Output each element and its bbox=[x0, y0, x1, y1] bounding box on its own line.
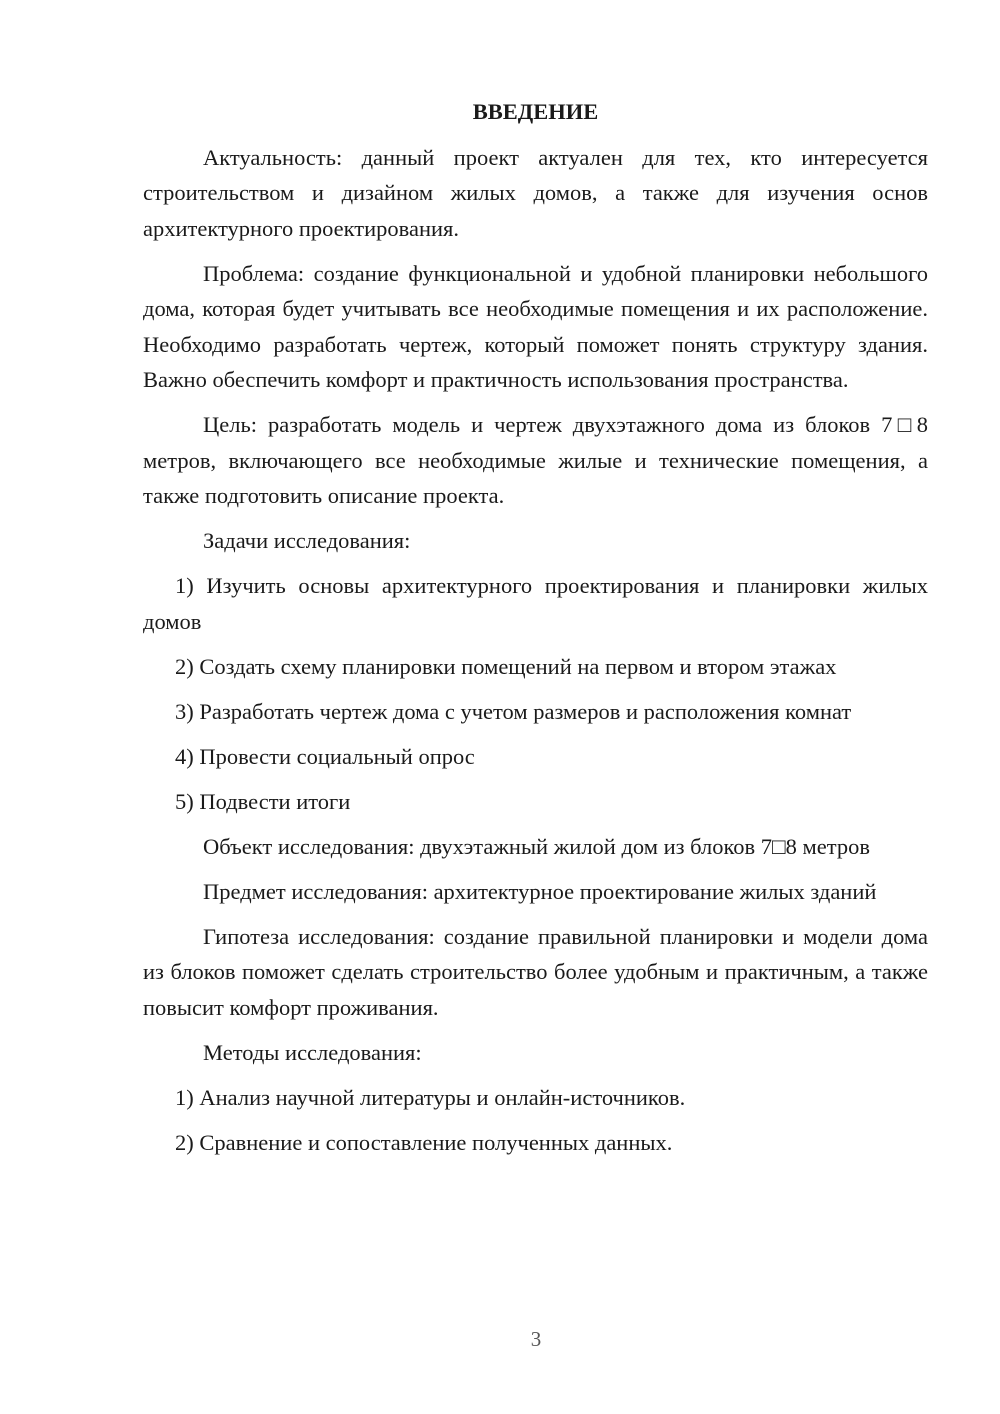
paragraph-subject: Предмет исследования: архитектурное проектирование жилых зданий bbox=[203, 878, 877, 904]
document-page bbox=[143, 94, 928, 1170]
paragraph-relevance: Актуальность: данный проект актуален для тех, кто интересуется строительством и дизайном жилых домов, а также для изучения основ архитектурного проектирования. bbox=[143, 144, 928, 241]
list-item-method-2: 2) Сравнение и сопоставление полученных данных. bbox=[175, 1129, 673, 1155]
list-item-task-4: 4) Провести социальный опрос bbox=[175, 743, 475, 769]
paragraph-problem: Проблема: создание функциональной и удобной планировки небольшого дома, которая будет учитывать все необходимые помещения и их расположение. Необходимо разработать чертеж, который поможет понять структуру здания. Важно обеспечить комфорт и практичность использования пространства. bbox=[143, 260, 928, 392]
paragraph-hypothesis: Гипотеза исследования: создание правильной планировки и модели дома из блоков поможет сделать строительство более удобным и практичным, а также повысит комфорт проживания. bbox=[143, 923, 928, 1020]
list-item-task-1: 1) Изучить основы архитектурного проектирования и планировки жилых домов bbox=[143, 573, 928, 634]
paragraph-methods-heading: Методы исследования: bbox=[203, 1039, 422, 1065]
paragraph-tasks-heading: Задачи исследования: bbox=[203, 528, 411, 553]
paragraph-goal: Цель: разработать модель и чертеж двухэтажного дома из блоков 7□8 метров, включающего все необходимые жилые и технические помещения, а также подготовить описание проекта. bbox=[143, 412, 928, 508]
list-item-task-3: 3) Разработать чертеж дома с учетом размеров и расположения комнат bbox=[175, 698, 852, 724]
list-item-method-1: 1) Анализ научной литературы и онлайн-источников. bbox=[175, 1084, 686, 1110]
section-title: ВВЕДЕНИЕ bbox=[472, 99, 599, 124]
list-item-task-5: 5) Подвести итоги bbox=[175, 788, 351, 814]
list-item-task-2: 2) Создать схему планировки помещений на первом и втором этажах bbox=[175, 653, 837, 679]
page-number: 3 bbox=[530, 1327, 542, 1351]
paragraph-object: Объект исследования: двухэтажный жилой дом из блоков 7□8 метров bbox=[203, 833, 870, 859]
